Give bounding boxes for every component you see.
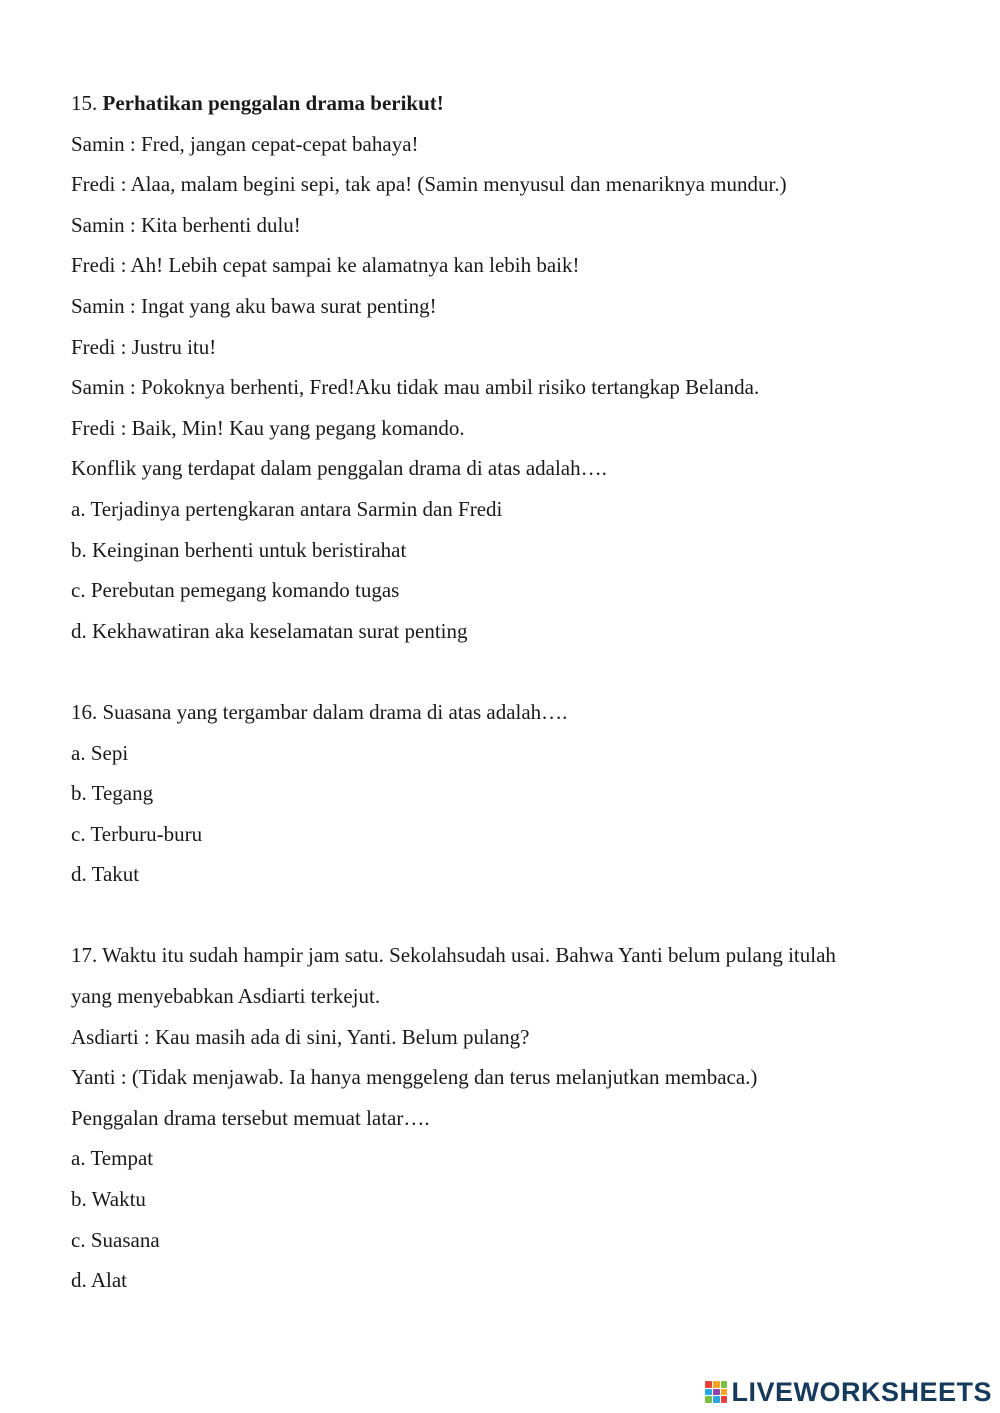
question-prompt: 16. Suasana yang tergambar dalam drama di atas adalah…. [71, 699, 568, 724]
question-16 [71, 692, 961, 895]
answer-option-a[interactable]: a. Terjadinya pertengkaran antara Sarmin dan Fredi [71, 496, 503, 521]
dialogue-line: Fredi : Justru itu! [71, 334, 217, 359]
answer-option-d[interactable]: d. Alat [71, 1268, 127, 1293]
answer-option-d[interactable]: d. Kekhawatiran aka keselamatan surat penting [71, 618, 468, 643]
logo-cell [705, 1389, 712, 1396]
logo-cell [721, 1381, 728, 1388]
logo-cell [705, 1381, 712, 1388]
answer-option-c[interactable]: c. Terburu-buru [71, 821, 203, 846]
worksheet-page [71, 83, 961, 1301]
question-instruction: Perhatikan penggalan drama berikut! [102, 91, 444, 115]
question-prompt: Konflik yang terdapat dalam penggalan drama di atas adalah…. [71, 456, 607, 481]
liveworksheets-logo-icon [705, 1381, 727, 1403]
dialogue-line: Samin : Ingat yang aku bawa surat penting! [71, 293, 437, 318]
dialogue-line: Asdiarti : Kau masih ada di sini, Yanti. Belum pulang? [71, 1024, 530, 1049]
dialogue-line: Yanti : (Tidak menjawab. Ia hanya menggeleng dan terus melanjutkan membaca.) [71, 1065, 758, 1090]
question-number: 15. [71, 91, 98, 115]
question-15 [71, 83, 961, 651]
logo-cell [713, 1389, 720, 1396]
logo-cell [713, 1381, 720, 1388]
answer-option-c[interactable]: c. Perebutan pemegang komando tugas [71, 578, 400, 603]
dialogue-line: Fredi : Baik, Min! Kau yang pegang komando. [71, 415, 465, 440]
brand-name: LIVEWORKSHEETS [731, 1376, 992, 1407]
dialogue-line: Samin : Pokoknya berhenti, Fred!Aku tidak mau ambil risiko tertangkap Belanda. [71, 375, 760, 400]
question-17 [71, 935, 961, 1300]
answer-option-a[interactable]: a. Tempat [71, 1146, 154, 1171]
spacer [71, 651, 961, 692]
dialogue-line: Fredi : Ah! Lebih cepat sampai ke alamatnya kan lebih baik! [71, 253, 580, 278]
question-title [71, 83, 961, 124]
dialogue-line: Samin : Fred, jangan cepat-cepat bahaya! [71, 131, 419, 156]
logo-cell [721, 1396, 728, 1403]
question-intro-line: yang menyebabkan Asdiarti terkejut. [71, 984, 381, 1009]
dialogue-line: Samin : Kita berhenti dulu! [71, 212, 301, 237]
answer-option-d[interactable]: d. Takut [71, 862, 140, 887]
logo-cell [705, 1396, 712, 1403]
answer-option-b[interactable]: b. Keinginan berhenti untuk beristirahat [71, 537, 407, 562]
question-prompt: Penggalan drama tersebut memuat latar…. [71, 1105, 430, 1130]
logo-cell [721, 1389, 728, 1396]
liveworksheets-brand [705, 1375, 992, 1409]
logo-cell [713, 1396, 720, 1403]
question-intro-line: 17. Waktu itu sudah hampir jam satu. Sekolahsudah usai. Bahwa Yanti belum pulang itulah [71, 943, 836, 968]
dialogue-line: Fredi : Alaa, malam begini sepi, tak apa! (Samin menyusul dan menariknya mundur.) [71, 172, 787, 197]
spacer [71, 895, 961, 936]
answer-option-a[interactable]: a. Sepi [71, 740, 129, 765]
answer-option-b[interactable]: b. Waktu [71, 1187, 146, 1212]
answer-option-b[interactable]: b. Tegang [71, 781, 154, 806]
answer-option-c[interactable]: c. Suasana [71, 1227, 160, 1252]
